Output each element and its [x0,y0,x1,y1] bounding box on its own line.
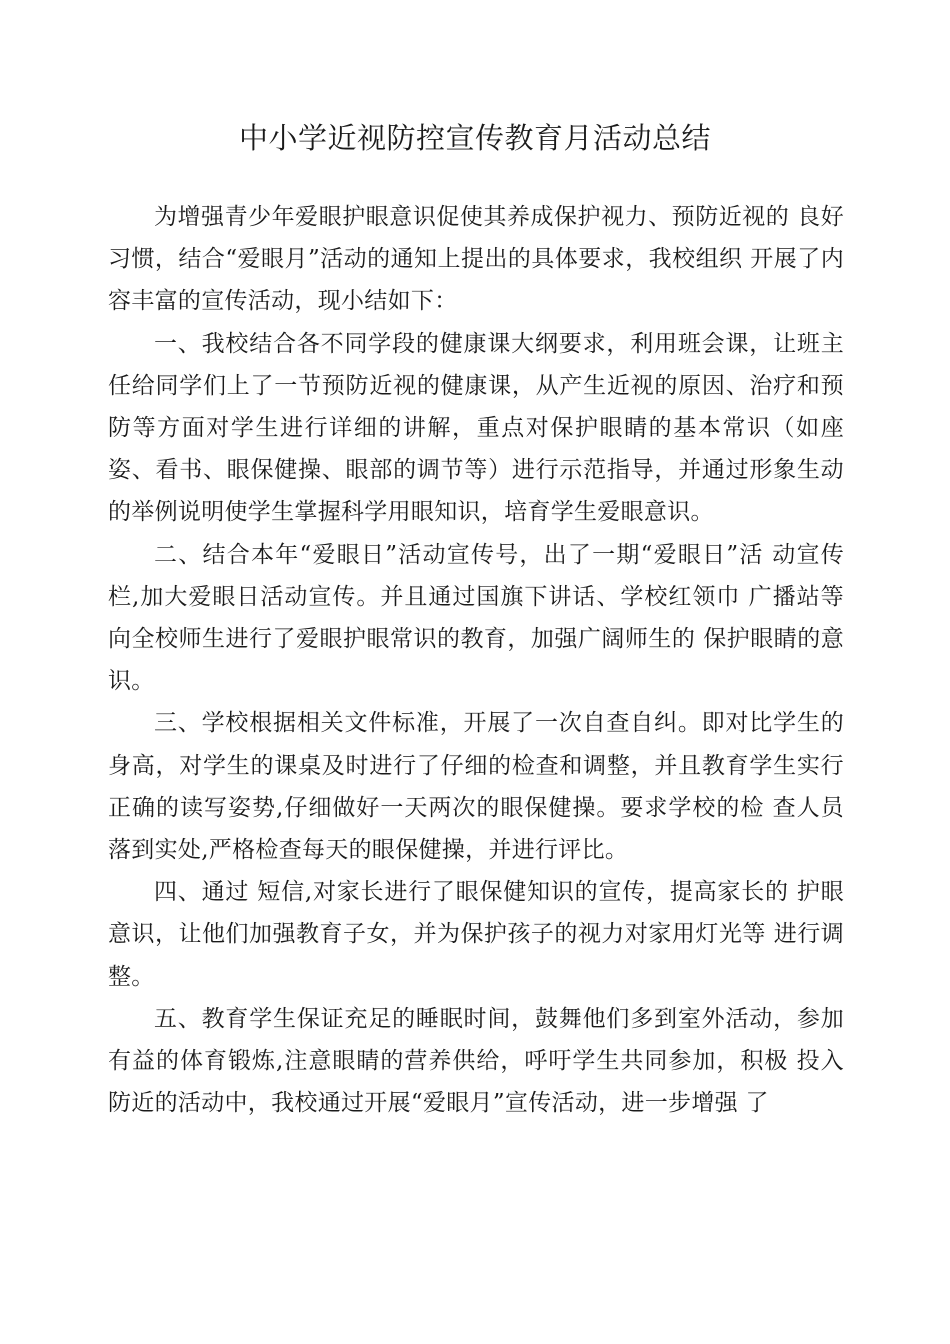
paragraph-1: 一、我校结合各不同学段的健康课大纲要求，利用班会课，让班主任给同学们上了一节预防近视的健康课，从产生近视的原因、治疗和预防等方面对学生进行详细的讲解，重点对保护眼睛的基本常识（如座姿、看书、眼保健操、眼部的调节等）进行示范指导，并通过形象生动的举例说明使学生掌握科学用眼知识，培育学生爱眼意识。 [108,330,844,526]
document-title: 中小学近视防控宣传教育月活动总结 [238,121,711,155]
paragraph-intro: 为增强青少年爱眼护眼意识促使其养成保护视力、预防近视的 良好习惯，结合“爱眼月”活动的通知上提出的具体要求，我校组织 开展了内容丰富的宣传活动，现小结如下： [108,204,844,315]
paragraph-2: 二、结合本年“爱眼日”活动宣传号，出了一期“爱眼日”活 动宣传栏,加大爱眼日活动宣传。并且通过国旗下讲话、学校红领巾 广播站等向全校师生进行了爱眼护眼常识的教育，加强广阔师生的 保护眼睛的意识。 [108,541,844,695]
paragraph-3: 三、学校根据相关文件标准，开展了一次自查自纠。即对比学生的身高，对学生的课桌及时进行了仔细的检查和调整，并且教育学生实行正确的读写姿势,仔细做好一天两次的眼保健操。要求学校的检 查人员落到实处,严格检查每天的眼保健操，并进行评比。 [108,710,844,864]
paragraph-4: 四、通过 短信,对家长进行了眼保健知识的宣传，提高家长的 护眼意识，让他们加强教育子女，并为保护孩子的视力对家用灯光等 进行调整。 [108,879,844,990]
paragraph-5: 五、教育学生保证充足的睡眠时间，鼓舞他们多到室外活动，参加有益的体育锻炼,注意眼睛的营养供给，呼吁学生共同参加，积极 投入防近的活动中，我校通过开展“爱眼月”宣传活动，进一步增强 了 [108,1005,844,1117]
document-body [108,196,844,1124]
